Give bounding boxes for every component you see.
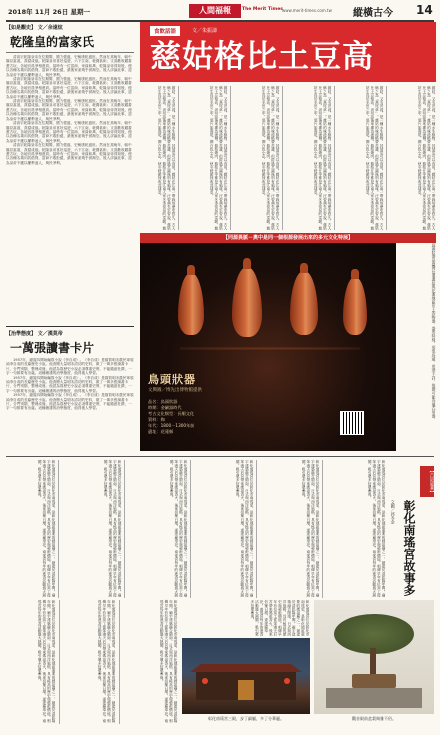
whistle-head bbox=[351, 269, 359, 279]
shelf-glow bbox=[180, 347, 360, 350]
qr-code[interactable] bbox=[340, 411, 364, 435]
column-rule bbox=[190, 460, 191, 598]
whistle-figure bbox=[232, 267, 262, 337]
column-rule bbox=[386, 86, 387, 230]
newspaper-logo-en: The Merit Times bbox=[242, 7, 283, 12]
divider bbox=[6, 52, 134, 53]
column-rule bbox=[59, 600, 60, 724]
bonsai-pot bbox=[352, 674, 396, 688]
column-rule bbox=[124, 460, 125, 598]
story-body: 1957年，錢賓四開始編寫小說《李自成》。《李自成》是描寫明末農民軍領袖李自成的長篇歷史小說。他查閱大量明末清初的史料，做了一萬多張讀書卡片，分門別類，整理成冊。他認為寫歷史小說必須尊重史實，不能隨意杜撰，一字一句都要有出處。這種嚴謹的治學態度，值得後人學習。 1957年，錢賓四開始編寫小說《李自成》。《李自成》是描寫明末農民軍領袖李自成的長篇歷史小說。他查閱大量明末清初的史料，做了一萬多張讀書卡片，分門別類，整理成冊。他認為寫歷史小說必須尊重史實，不能隨意杜撰，一字一句都要有出處。這種嚴謹的治學態度，值得後人學習。 1957年，錢賓四開始編寫小說《李自成》。《李自成》是描寫明末農民軍領袖李自成的長篇歷史小說。他查閱大量明末清初的史料，做了一萬多張讀書卡片，分門別類，整理成冊。他認為寫歷史小說必須尊重史實，不能隨意杜撰，一字一句都要有出處。這種嚴謹的治學態度，值得後人學習。 bbox=[6, 358, 134, 411]
feature-title: 慈姑格比土豆高 bbox=[150, 39, 374, 75]
temple-caption: 彰化南瑤宮三殿，步丁細膩，多了分華麗。 bbox=[208, 716, 284, 721]
bonsai-stand bbox=[326, 688, 422, 708]
bottom-title: 彰化南瑤宮故事多 bbox=[402, 500, 416, 596]
newspaper-logo: 人間福報 bbox=[189, 4, 241, 18]
bottom-body-lower: 彰化南瑤宮位於彰化市南瑤里，是彰化地區重要的媽祖廟之一，創建於清乾隆年間。廟宇建築融合閩南、日式與西洋風格，具有極高的歷史與藝術價值。相傳早年有位窯工從笨港天后宮帶來媽祖香火，後來信眾日增，遂建廟奉祀。南瑤宮每年的進香活動盛大熱鬧，吸引眾多信眾參與。 彰化南瑤宮位於彰化市南瑤里，是彰化地區重要的媽祖廟之一，創建於清乾隆年間。廟宇建築融合閩南、日式與西洋風格，具有極高的歷史與藝術價值。相傳早年有位窯工從笨港天后宮帶來媽祖香火，後來信眾日增，遂建廟奉祀。南瑤宮每年的進香活動盛大熱鬧，吸引眾多信眾參與。 彰化南瑤宮位於彰化市南瑤里，是彰化地區重要的媽祖廟之一，創建於清乾隆年間。廟宇建築融合閩南、日式與西洋風格，具有極高的歷史與藝術價值。相傳早年有位窯工從笨港天后宮帶來媽祖香火，後來信眾日增，遂建廟奉祀。南瑤宮每年的進香活動盛大熱鬧，吸引眾多信眾參與。 bbox=[38, 600, 178, 723]
relic-info: 品名：鳥頭狀器 時期：金屬器時代 考古文化類型：長順文化 質料：陶 年代：1800－1300年前 遺址：花蓮縣 bbox=[148, 399, 195, 434]
column-rule bbox=[230, 86, 231, 230]
bottom-kicker: 【古道風華】 bbox=[420, 466, 434, 497]
page-header bbox=[6, 2, 434, 22]
column-rule bbox=[119, 600, 120, 724]
column-rule bbox=[58, 460, 59, 598]
bottom-byline-block bbox=[390, 500, 395, 560]
story-left-top bbox=[6, 24, 134, 355]
column-rule bbox=[178, 86, 179, 230]
relic-photo bbox=[140, 243, 396, 451]
whistle-figure bbox=[343, 277, 367, 335]
whistle-head bbox=[300, 263, 308, 273]
temple-roof bbox=[190, 664, 302, 672]
bonsai-caption: 觀音殿前盆栽典雅不俗。 bbox=[352, 716, 396, 721]
lantern bbox=[202, 678, 208, 684]
page-number: 14 bbox=[416, 3, 433, 17]
bottom-body-upper: 彰化南瑤宮位於彰化市南瑤里，是彰化地區重要的媽祖廟之一，創建於清乾隆年間。廟宇建築融合閩南、日式與西洋風格，具有極高的歷史與藝術價值。相傳早年有位窯工從笨港天后宮帶來媽祖香火，後來信眾日增，遂建廟奉祀。南瑤宮每年的進香活動盛大熱鬧，吸引眾多信眾參與。 彰化南瑤宮位於彰化市南瑤里，是彰化地區重要的媽祖廟之一，創建於清乾隆年間。廟宇建築融合閩南、日式與西洋風格，具有極高的歷史與藝術價值。相傳早年有位窯工從笨港天后宮帶來媽祖香火，後來信眾日增，遂建廟奉祀。南瑤宮每年的進香活動盛大熱鬧，吸引眾多信眾參與。 彰化南瑤宮位於彰化市南瑤里，是彰化地區重要的媽祖廟之一，創建於清乾隆年間。廟宇建築融合閩南、日式與西洋風格，具有極高的歷史與藝術價值。相傳早年有位窯工從笨港天后宮帶來媽祖香火，後來信眾日增，遂建廟奉祀。南瑤宮每年的進香活動盛大熱鬧，吸引眾多信眾參與。 彰化南瑤宮位於彰化市南瑤里，是彰化地區重要的媽祖廟之一，創建於清乾隆年間。廟宇建築融合閩南、日式與西洋風格，具有極高的歷史與藝術價值。相傳早年有位窯工從笨港天后宮帶來媽祖香火，後來信眾日增，遂建廟奉祀。南瑤宮每年的進香活動盛大熱鬧，吸引眾多信眾參與。 彰化南瑤宮位於彰化市南瑤里，是彰化地區重要的媽祖廟之一，創建於清乾隆年間。廟宇建築融合閩南、日式與西洋風格，具有極高的歷史與藝術價值。相傳早年有位窯工從笨港天后宮帶來媽祖香火，後來信眾日增，遂建廟奉祀。南瑤宮每年的進香活動盛大熱鬧，吸引眾多信眾參與。 彰化南瑤宮位於彰化市南瑤里，是彰化地區重要的媽祖廟之一，創建於清乾隆年間。廟宇建築融合閩南、日式與西洋風格，具有極高的歷史與藝術價值。相傳早年有位窯工從笨港天后宮帶來媽祖香火，後來信眾日增，遂建廟奉祀。南瑤宮每年的進香活動盛大熱鬧，吸引眾多信眾參與。 bbox=[38, 460, 386, 597]
issue-date: 2018年 11月 26日 星期一 bbox=[8, 8, 90, 16]
whistle-figure bbox=[290, 271, 318, 335]
feature-body: 慈姑，又名茨菰，是一種水生植物，其球莖可以食用。慈姑在江南一帶栽培歷史悠久，古人稱之為「燕尾草」。慈姑的味道略帶苦澀，但經過烹調後別有風味。汪曾祺先生曾說，慈姑比土豆格高。這句話後來廣為流傳。慈姑燒肉、慈姑片等都是江南人家冬季常見的菜餚。慈姑生長於水田之中，葉片如燕尾，開白色小花，秋冬時節採收其球莖。 慈姑，又名茨菰，是一種水生植物，其球莖可以食用。慈姑在江南一帶栽培歷史悠久，古人稱之為「燕尾草」。慈姑的味道略帶苦澀，但經過烹調後別有風味。汪曾祺先生曾說，慈姑比土豆格高。這句話後來廣為流傳。慈姑燒肉、慈姑片等都是江南人家冬季常見的菜餚。慈姑生長於水田之中，葉片如燕尾，開白色小花，秋冬時節採收其球莖。 慈姑，又名茨菰，是一種水生植物，其球莖可以食用。慈姑在江南一帶栽培歷史悠久，古人稱之為「燕尾草」。慈姑的味道略帶苦澀，但經過烹調後別有風味。汪曾祺先生曾說，慈姑比土豆格高。這句話後來廣為流傳。慈姑燒肉、慈姑片等都是江南人家冬季常見的菜餚。慈姑生長於水田之中，葉片如燕尾，開白色小花，秋冬時節採收其球莖。 慈姑，又名茨菰，是一種水生植物，其球莖可以食用。慈姑在江南一帶栽培歷史悠久，古人稱之為「燕尾草」。慈姑的味道略帶苦澀，但經過烹調後別有風味。汪曾祺先生曾說，慈姑比土豆格高。這句話後來廣為流傳。慈姑燒肉、慈姑片等都是江南人家冬季常見的菜餚。慈姑生長於水田之中，葉片如燕尾，開白色小花，秋冬時節採收其球莖。 慈姑，又名茨菰，是一種水生植物，其球莖可以食用。慈姑在江南一帶栽培歷史悠久，古人稱之為「燕尾草」。慈姑的味道略帶苦澀，但經過烹調後別有風味。汪曾祺先生曾說，慈姑比土豆格高。這句話後來廣為流傳。慈姑燒肉、慈姑片等都是江南人家冬季常見的菜餚。慈姑生長於水田之中，葉片如燕尾，開白色小花，秋冬時節採收其球莖。 慈姑，又名茨菰，是一種水生植物，其球莖可以食用。慈姑在江南一帶栽培歷史悠久，古人稱之為「燕尾草」。慈姑的味道略帶苦澀，但經過烹調後別有風味。汪曾祺先生曾說，慈姑比土豆格高。這句話後來廣為流傳。慈姑燒肉、慈姑片等都是江南人家冬季常見的菜餚。慈姑生長於水田之中，葉片如燕尾，開白色小花，秋冬時節採收其球莖。 bbox=[158, 86, 436, 230]
story-title: 乾隆皇的富家氏 bbox=[10, 35, 95, 49]
section-name: 縱橫古今 bbox=[353, 8, 393, 19]
bottom-body-mid: 彰化南瑤宮位於彰化市南瑤里，是彰化地區重要的媽祖廟之一，創建於清乾隆年間。廟宇建築融合閩南、日式與西洋風格，具有極高的歷史與藝術價值。相傳早年有位窯工從笨港天后宮帶來媽祖香火，後來信眾日增，遂建廟奉祀。南瑤宮每年的進香活動盛大熱鬧，吸引眾多信眾參與。 bbox=[250, 600, 310, 636]
whistle-figure bbox=[178, 273, 204, 335]
relic-title: 鳥頭狀器 bbox=[148, 373, 196, 386]
bottom-byline: 文圖／郭冬金 bbox=[390, 500, 396, 524]
relic-credit: 文興圖／博先出博物館提供 bbox=[148, 388, 202, 393]
divider bbox=[6, 326, 134, 327]
bottom-title-block bbox=[402, 500, 416, 596]
story-body: 清高宗乾隆皇帝在位期間，國力強盛，史稱康乾盛世。然而在其晚年，朝中寵臣當道，貪腐成風。乾隆皇帝喜好巡遊，六下江南，耗費甚鉅；又喜歡收藏書畫古玩，各地官員爭相進貢。當時有一位富商，家資鉅萬，乾隆皇帝得知後，便以各種名義向其借貸，富商不敢拒絕，最後家產幾乎被掏空。後人評論此事，認為皇帝不應以權勢凌人，與民爭利。 清高宗乾隆皇帝在位期間，國力強盛，史稱康乾盛世。然而在其晚年，朝中寵臣當道，貪腐成風。乾隆皇帝喜好巡遊，六下江南，耗費甚鉅；又喜歡收藏書畫古玩，各地官員爭相進貢。當時有一位富商，家資鉅萬，乾隆皇帝得知後，便以各種名義向其借貸，富商不敢拒絕，最後家產幾乎被掏空。後人評論此事，認為皇帝不應以權勢凌人，與民爭利。 清高宗乾隆皇帝在位期間，國力強盛，史稱康乾盛世。然而在其晚年，朝中寵臣當道，貪腐成風。乾隆皇帝喜好巡遊，六下江南，耗費甚鉅；又喜歡收藏書畫古玩，各地官員爭相進貢。當時有一位富商，家資鉅萬，乾隆皇帝得知後，便以各種名義向其借貸，富商不敢拒絕，最後家產幾乎被掏空。後人評論此事，認為皇帝不應以權勢凌人，與民爭利。 清高宗乾隆皇帝在位期間，國力強盛，史稱康乾盛世。然而在其晚年，朝中寵臣當道，貪腐成風。乾隆皇帝喜好巡遊，六下江南，耗費甚鉅；又喜歡收藏書畫古玩，各地官員爭相進貢。當時有一位富商，家資鉅萬，乾隆皇帝得知後，便以各種名義向其借貸，富商不敢拒絕，最後家產幾乎被掏空。後人評論此事，認為皇帝不應以權勢凌人，與民爭利。 清高宗乾隆皇帝在位期間，國力強盛，史稱康乾盛世。然而在其晚年，朝中寵臣當道，貪腐成風。乾隆皇帝喜好巡遊，六下江南，耗費甚鉅；又喜歡收藏書畫古玩，各地官員爭相進貢。當時有一位富商，家資鉅萬，乾隆皇帝得知後，便以各種名義向其借貸，富商不敢拒絕，最後家產幾乎被掏空。後人評論此事，認為皇帝不應以權勢凌人，與民爭利。 bbox=[6, 55, 132, 165]
column-rule bbox=[282, 86, 283, 230]
column-rule bbox=[322, 460, 323, 598]
kicker: 【如是觀史】 文／余遠炫 bbox=[6, 25, 63, 31]
kicker: 【治學態度】 文／漢莫帝 bbox=[6, 331, 63, 337]
bonsai-photo bbox=[314, 600, 434, 714]
story-left-bottom bbox=[6, 326, 134, 468]
temple-door bbox=[238, 680, 254, 700]
bonsai-trunk bbox=[370, 648, 376, 674]
column-rule bbox=[334, 86, 335, 230]
whistle-head bbox=[243, 258, 251, 269]
whistle-head bbox=[187, 265, 195, 275]
feature-tag: 食飲話語 bbox=[150, 26, 180, 36]
relic-caption: 鳥頭狀器是臺灣長濱遺址與花蓮地區出土的陶器，器形特殊，形似鳥頭，用途不詳，推測可能為儀式用器。 bbox=[396, 243, 436, 451]
exhibit-banner: 【同源異脈－奧中是同一個根源發展出來的多元文化特展】 bbox=[140, 233, 436, 243]
divider bbox=[6, 456, 434, 457]
story-title: 一萬張讀書卡片 bbox=[10, 341, 95, 355]
column-rule bbox=[256, 460, 257, 598]
temple-photo bbox=[182, 638, 310, 714]
feature-byline: 文／朱振濤 bbox=[192, 28, 218, 34]
lantern bbox=[284, 678, 290, 684]
website-url: www.merit-times.com.tw bbox=[282, 8, 332, 13]
